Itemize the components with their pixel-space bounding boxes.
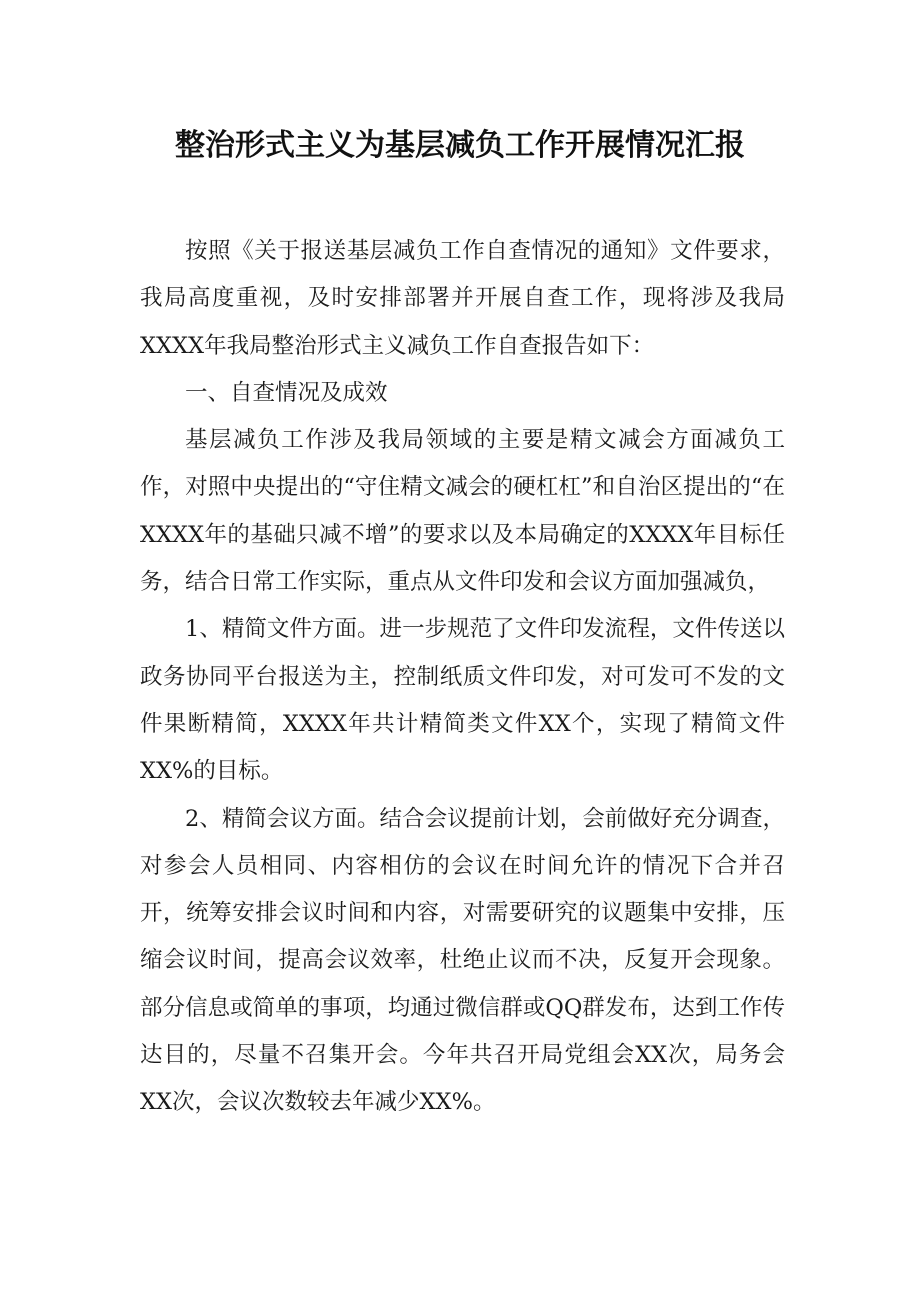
paragraph-intro: 按照《关于报送基层减负工作自查情况的通知》文件要求，我局高度重视，及时安排部署并开展自查工作，现将涉及我局XXXX年我局整治形式主义减负工作自查报告如下： xyxy=(140,238,785,359)
paragraph-documents: 1、精简文件方面。进一步规范了文件印发流程，文件传送以政务协同平台报送为主，控制纸质文件印发，对可发可不发的文件果断精简，XXXX年共计精简类文件XX个，实现了精简文件XX%的目标。 xyxy=(140,616,785,785)
paragraph-meetings: 2、精简会议方面。结合会议提前计划，会前做好充分调查，对参会人员相同、内容相仿的会议在时间允许的情况下合并召开，统筹安排会议时间和内容，对需要研究的议题集中安排，压缩会议时间，提高会议效率，杜绝止议而不决，反复开会现象。部分信息或简单的事项，均通过微信群或QQ群发布，达到工作传达目的，尽量不召集开会。今年共召开局党组会XX次，局务会XX次，会议次数较去年减少XX%。 xyxy=(140,805,785,1116)
document-body xyxy=(140,228,785,1127)
document-title: 整治形式主义为基层减负工作开展情况汇报 xyxy=(175,128,745,163)
section-heading: 一、自查情况及成效 xyxy=(185,379,388,406)
paragraph-overview: 基层减负工作涉及我局领域的主要是精文减会方面减负工作，对照中央提出的“守住精文减会的硬杠杠”和自治区提出的“在XXXX年的基础只减不增”的要求以及本局确定的XXXX年目标任务，结合日常工作实际，重点从文件印发和会议方面加强减负， xyxy=(140,427,785,596)
